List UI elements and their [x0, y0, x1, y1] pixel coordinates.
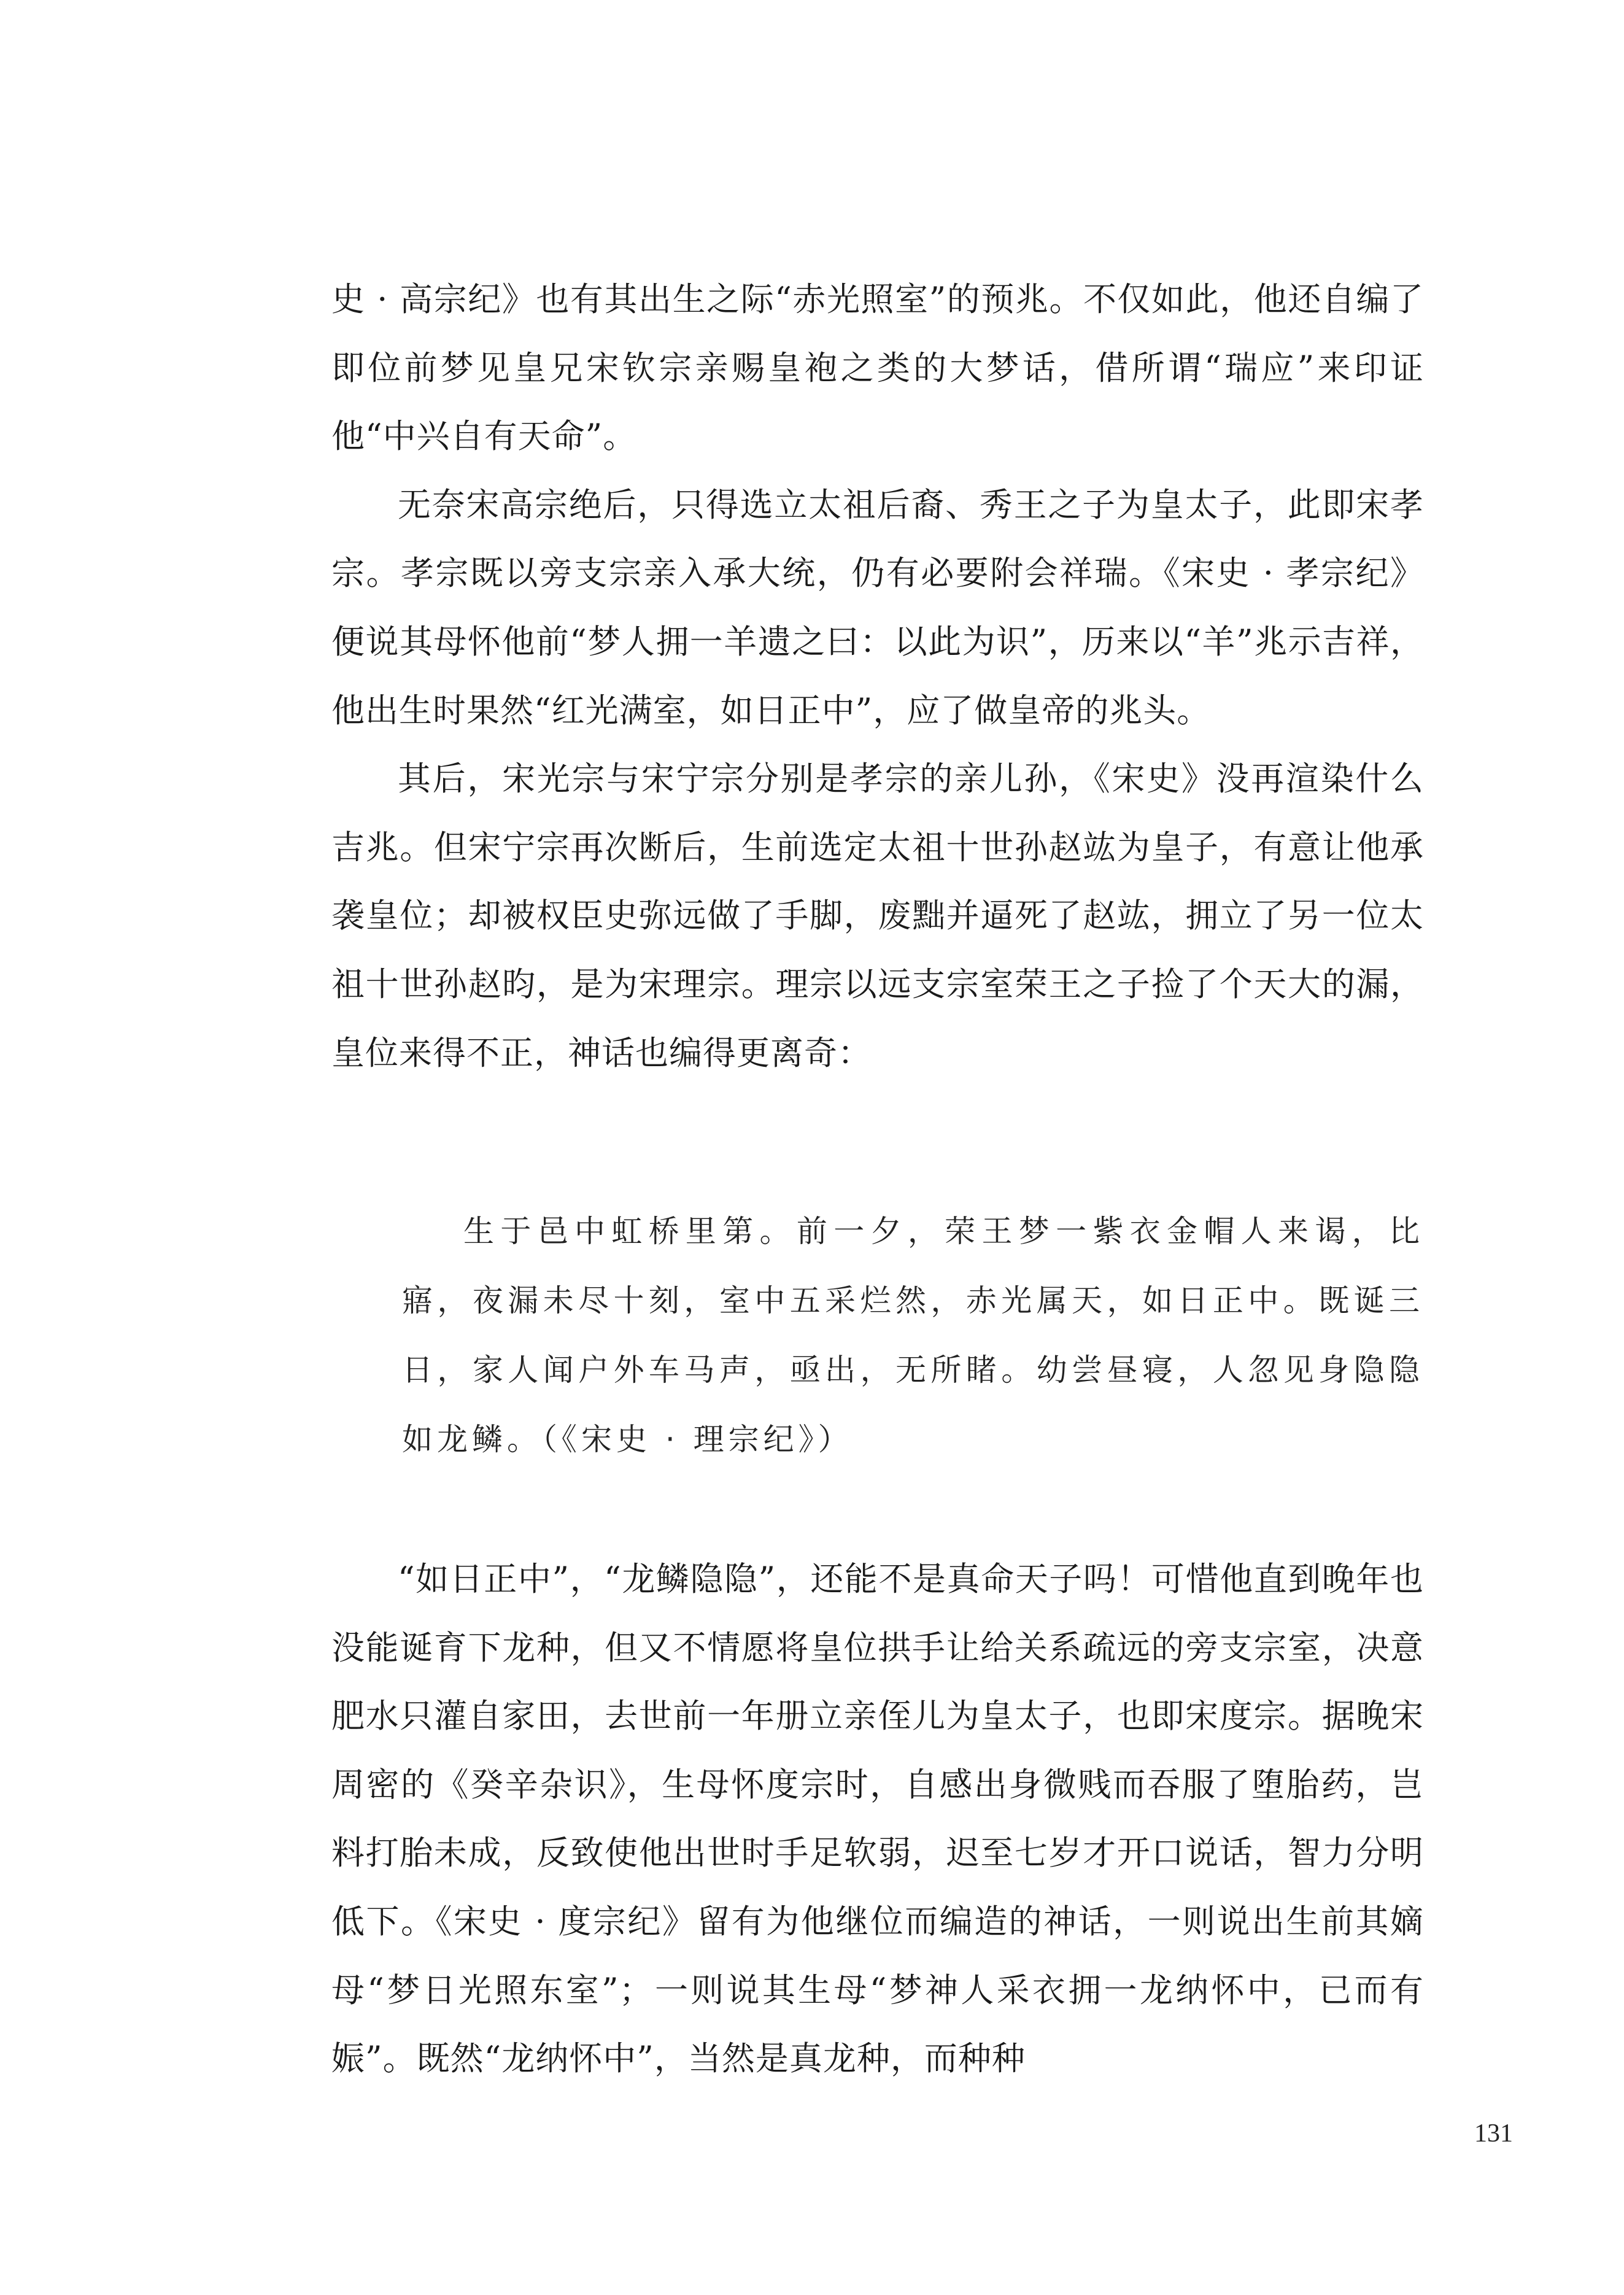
block-quote: [402, 1197, 1424, 1474]
paragraph-continued: 史 · 高宗纪》也有其出生之际“赤光照室”的预兆。不仅如此，他还自编了即位前梦见皇兄宋钦宗亲赐皇袍之类的大梦话，借所谓“瑞应”来印证他“中兴自有天命”。: [331, 280, 1424, 456]
paragraph: “如日正中”，“龙鳞隐隐”，还能不是真命天子吗！可惜他直到晚年也没能诞育下龙种，但又不情愿将皇位拱手让给关系疏远的旁支宗室，决意肥水只灌自家田，去世前一年册立亲侄儿为皇太子，也即宋度宗。据晚宋周密的《癸辛杂识》，生母怀度宗时，自感出身微贱而吞服了堕胎药，岂料打胎未成，反致使他出世时手足软弱，迟至七岁才开口说话，智力分明低下。《宋史 · 度宗纪》留有为他继位而编造的神话，一则说出生前其嫡母“梦日光照东室”；一则说其生母“梦神人采衣拥一龙纳怀中，已而有娠”。既然“龙纳怀中”，当然是真龙种，而种种: [331, 1560, 1424, 2078]
page-number: 131: [1474, 2119, 1513, 2148]
paragraph: 无奈宋高宗绝后，只得选立太祖后裔、秀王之子为皇太子，此即宋孝宗。孝宗既以旁支宗亲入承大统，仍有必要附会祥瑞。《宋史 · 孝宗纪》便说其母怀他前“梦人拥一羊遗之曰：以此为识”，历来以“羊”兆示吉祥，他出生时果然“红光满室，如日正中”，应了做皇帝的兆头。: [331, 485, 1424, 730]
body-text-top: [331, 265, 1424, 1087]
quote-text: 生于邑中虹桥里第。前一夕，荣王梦一紫衣金帽人来谒，比寤，夜漏未尽十刻，室中五采烂然，赤光属天，如日正中。既诞三日，家人闻户外车马声，亟出，无所睹。幼尝昼寝，人忽见身隐隐如龙鳞。（《宋史 · 理宗纪》）: [402, 1213, 1424, 1457]
body-text-bottom: [331, 1545, 1424, 2093]
paragraph: 其后，宋光宗与宋宁宗分别是孝宗的亲儿孙，《宋史》没再渲染什么吉兆。但宋宁宗再次断后，生前选定太祖十世孙赵竑为皇子，有意让他承袭皇位；却被权臣史弥远做了手脚，废黜并逼死了赵竑，拥立了另一位太祖十世孙赵昀，是为宋理宗。理宗以远支宗室荣王之子捡了个天大的漏，皇位来得不正，神话也编得更离奇：: [331, 759, 1424, 1072]
